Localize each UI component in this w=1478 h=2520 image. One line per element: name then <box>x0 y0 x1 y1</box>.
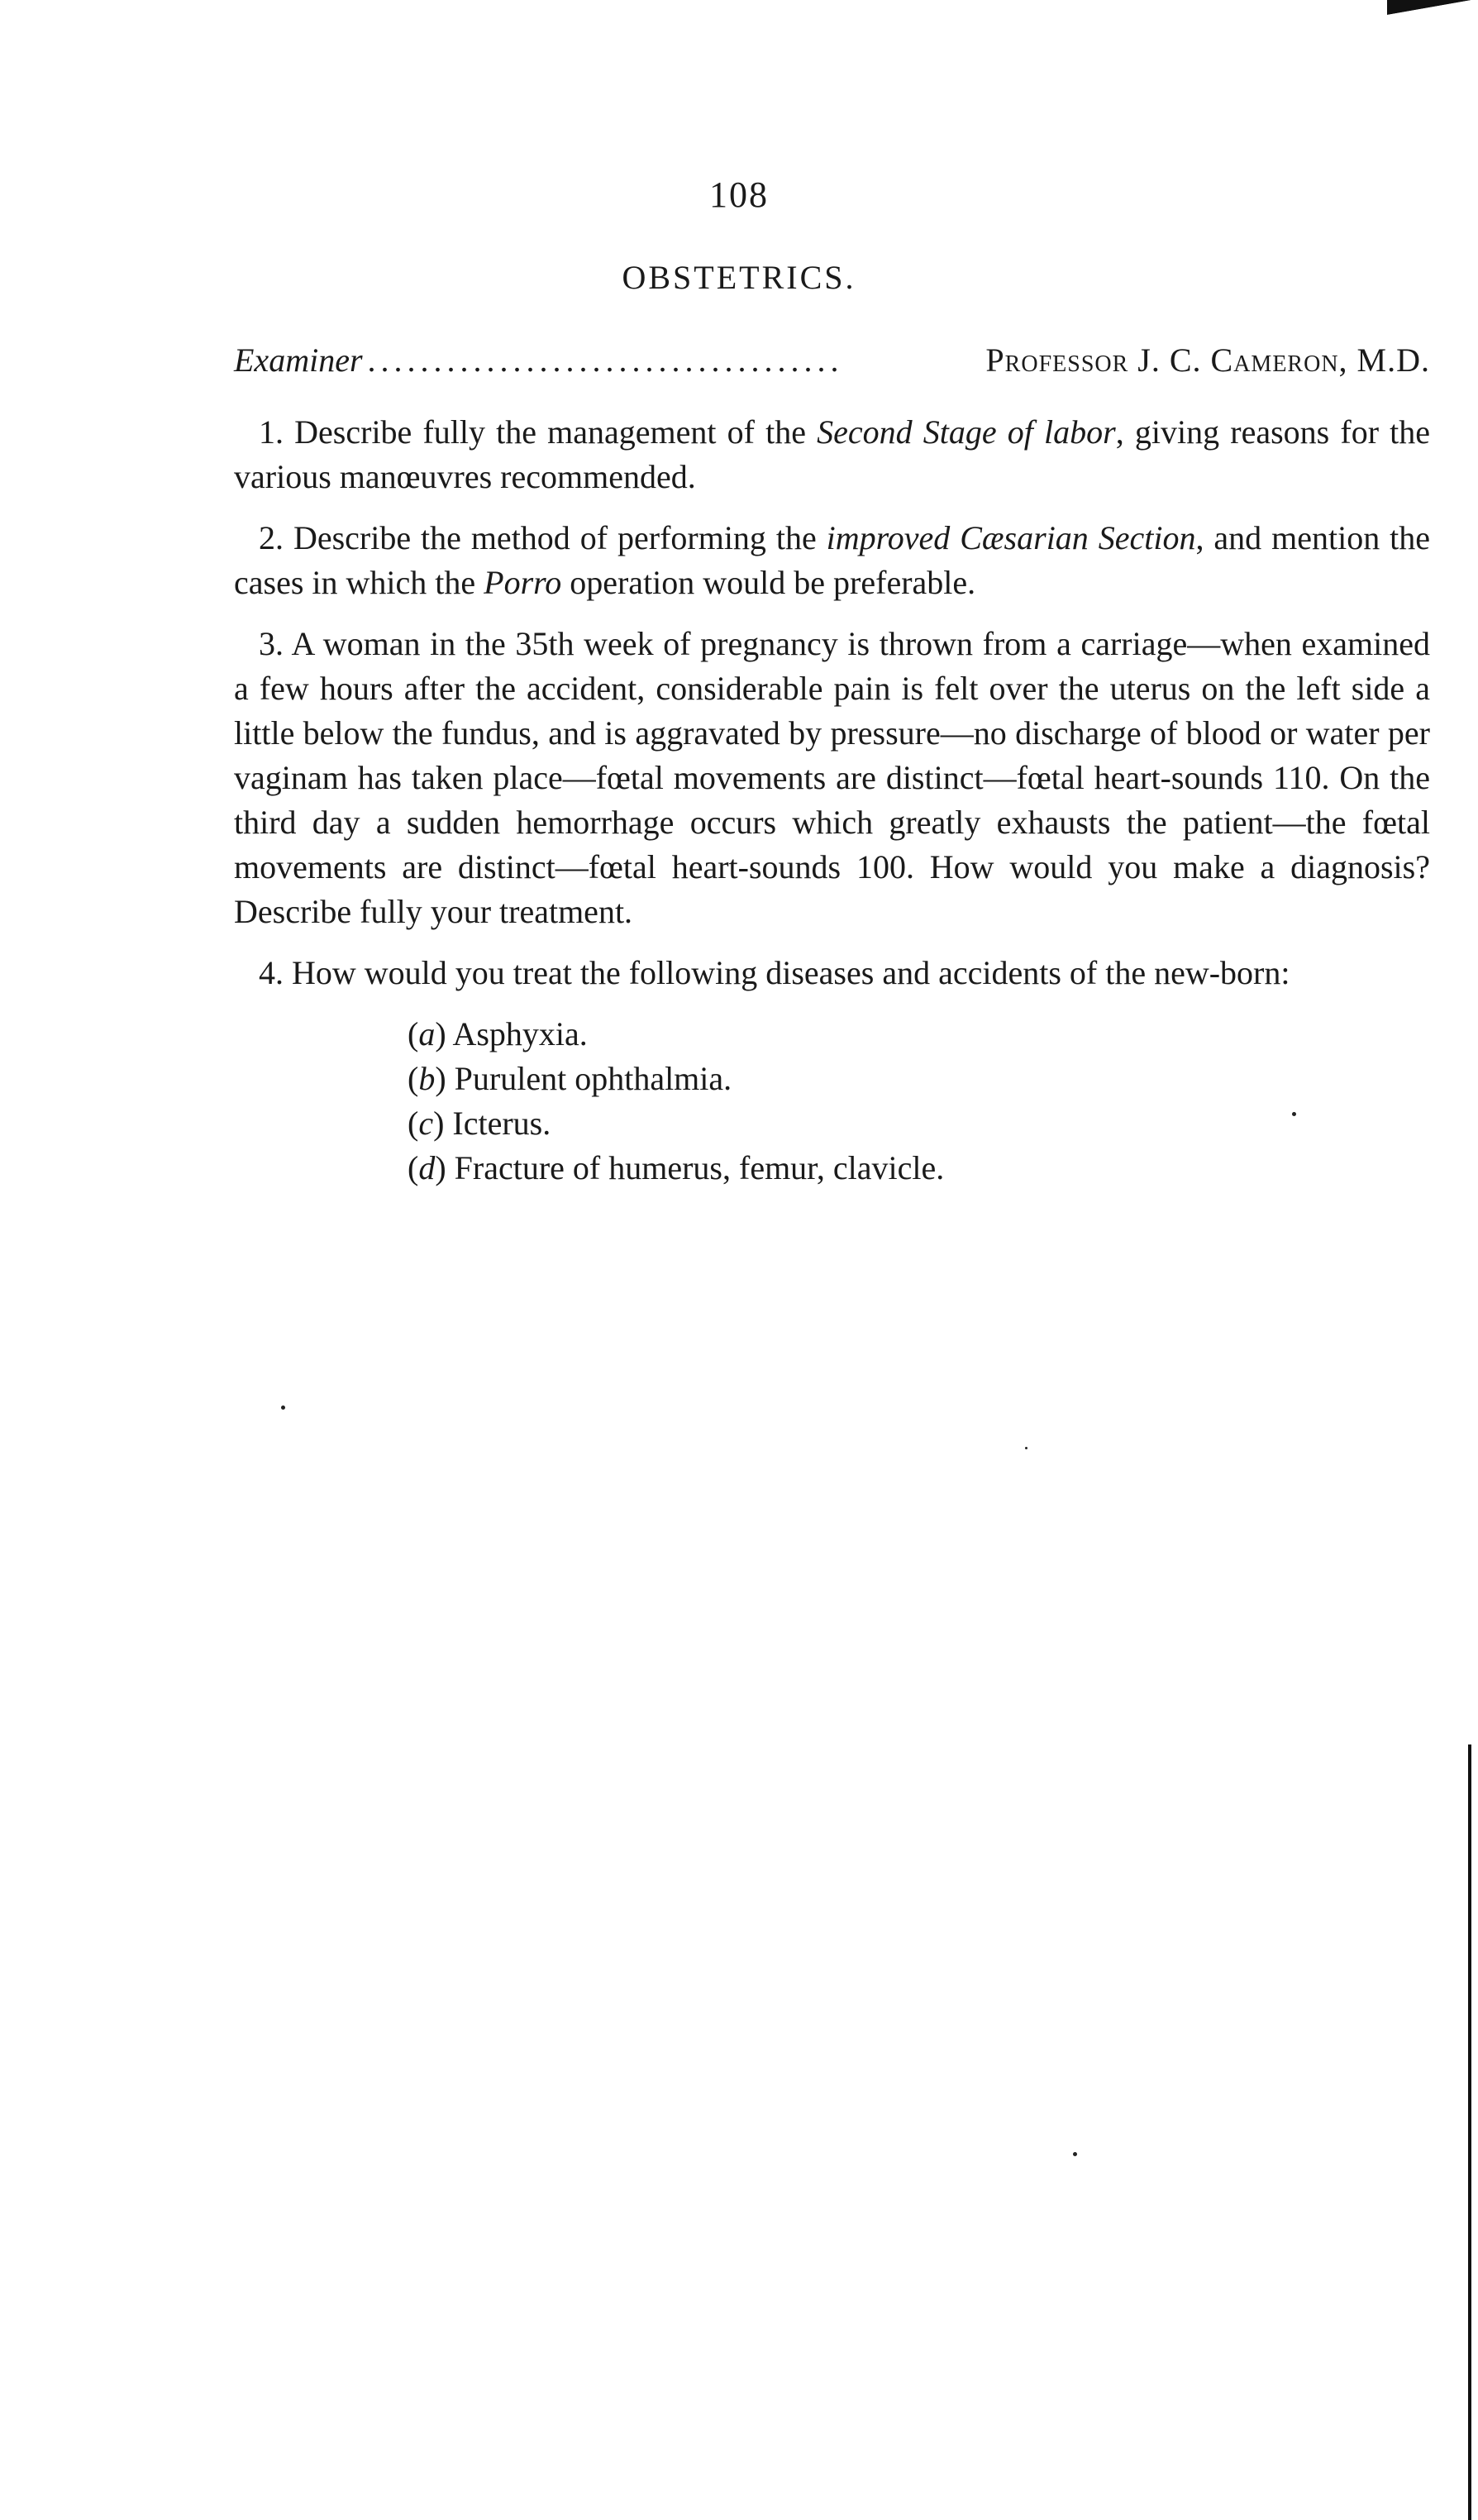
question-text: , and mention the cases in which the <box>234 519 1431 601</box>
question-emphasis: improved Cæsarian Section <box>826 519 1196 556</box>
subitem-text: Icterus. <box>452 1105 551 1142</box>
list-item: (c) Icterus. <box>408 1105 551 1142</box>
subitem-letter: b <box>418 1060 436 1097</box>
question-text: Describe fully the management of the <box>294 413 818 451</box>
question-number: 1. <box>259 413 284 451</box>
section-title: OBSTETRICS. <box>622 259 856 296</box>
question-number: 2. <box>259 519 284 556</box>
question-emphasis: Porro <box>484 564 562 601</box>
examiner-name: Professor J. C. Cameron, M.D. <box>985 341 1430 379</box>
page-number: 108 <box>709 174 769 215</box>
subitem-letter: d <box>418 1149 436 1186</box>
subitem-text: Asphyxia. <box>452 1015 588 1052</box>
subitem-text: Fracture of humerus, femur, clavicle. <box>454 1149 945 1186</box>
scan-speck <box>281 1406 285 1410</box>
question-number: 4. <box>259 954 284 991</box>
question-emphasis: Second Stage of labor <box>817 413 1116 451</box>
list-item: (b) Purulent ophthalmia. <box>408 1060 732 1097</box>
question-list <box>234 410 1430 1191</box>
examiner-leader-dots: .................................... <box>367 341 844 379</box>
question-text: operation would be preferable. <box>561 564 976 601</box>
question-text: Describe the method of performing the <box>293 519 827 556</box>
subitem-letter: a <box>418 1015 436 1052</box>
question-text: A woman in the 35th week of pregnancy is thrown from a carriage—when examined a few hours after the accident, considerable pain is felt over the uterus on the left side a little below the fundus, and is aggravated by pressure—no discharge of blood or water per vaginam has taken place—fœtal movements are distinct—fœtal heart-sounds 110. On the third day a sudden hemorrhage occurs which greatly exhausts the patient—the fœtal movements are distinct—fœtal heart-sounds 100. How would you make a diagnosis? Describe fully your treatment. <box>234 625 1430 930</box>
question-4 <box>234 951 1430 995</box>
scan-speck <box>1292 1112 1296 1116</box>
question-3 <box>234 622 1430 934</box>
question-text: , giving reasons for the various manœuvres recommended. <box>234 413 1431 495</box>
question-2 <box>234 516 1430 605</box>
subitem-letter: c <box>418 1105 434 1142</box>
examiner-line <box>234 341 1430 379</box>
scan-speck <box>1025 1447 1027 1449</box>
list-item: (d) Fracture of humerus, femur, clavicle. <box>408 1149 945 1186</box>
question-4-subitems <box>408 1012 1430 1191</box>
question-number: 3. <box>259 625 284 662</box>
question-text: How would you treat the following diseases and accidents of the new-born: <box>292 954 1290 991</box>
examiner-label: Examiner <box>234 341 363 379</box>
list-item: (a) Asphyxia. <box>408 1015 588 1052</box>
scan-edge-mark <box>1468 1744 1471 2520</box>
scan-speck <box>1073 2152 1077 2156</box>
scan-edge-mark <box>1387 0 1478 17</box>
subitem-text: Purulent ophthalmia. <box>454 1060 732 1097</box>
question-1 <box>234 410 1430 499</box>
